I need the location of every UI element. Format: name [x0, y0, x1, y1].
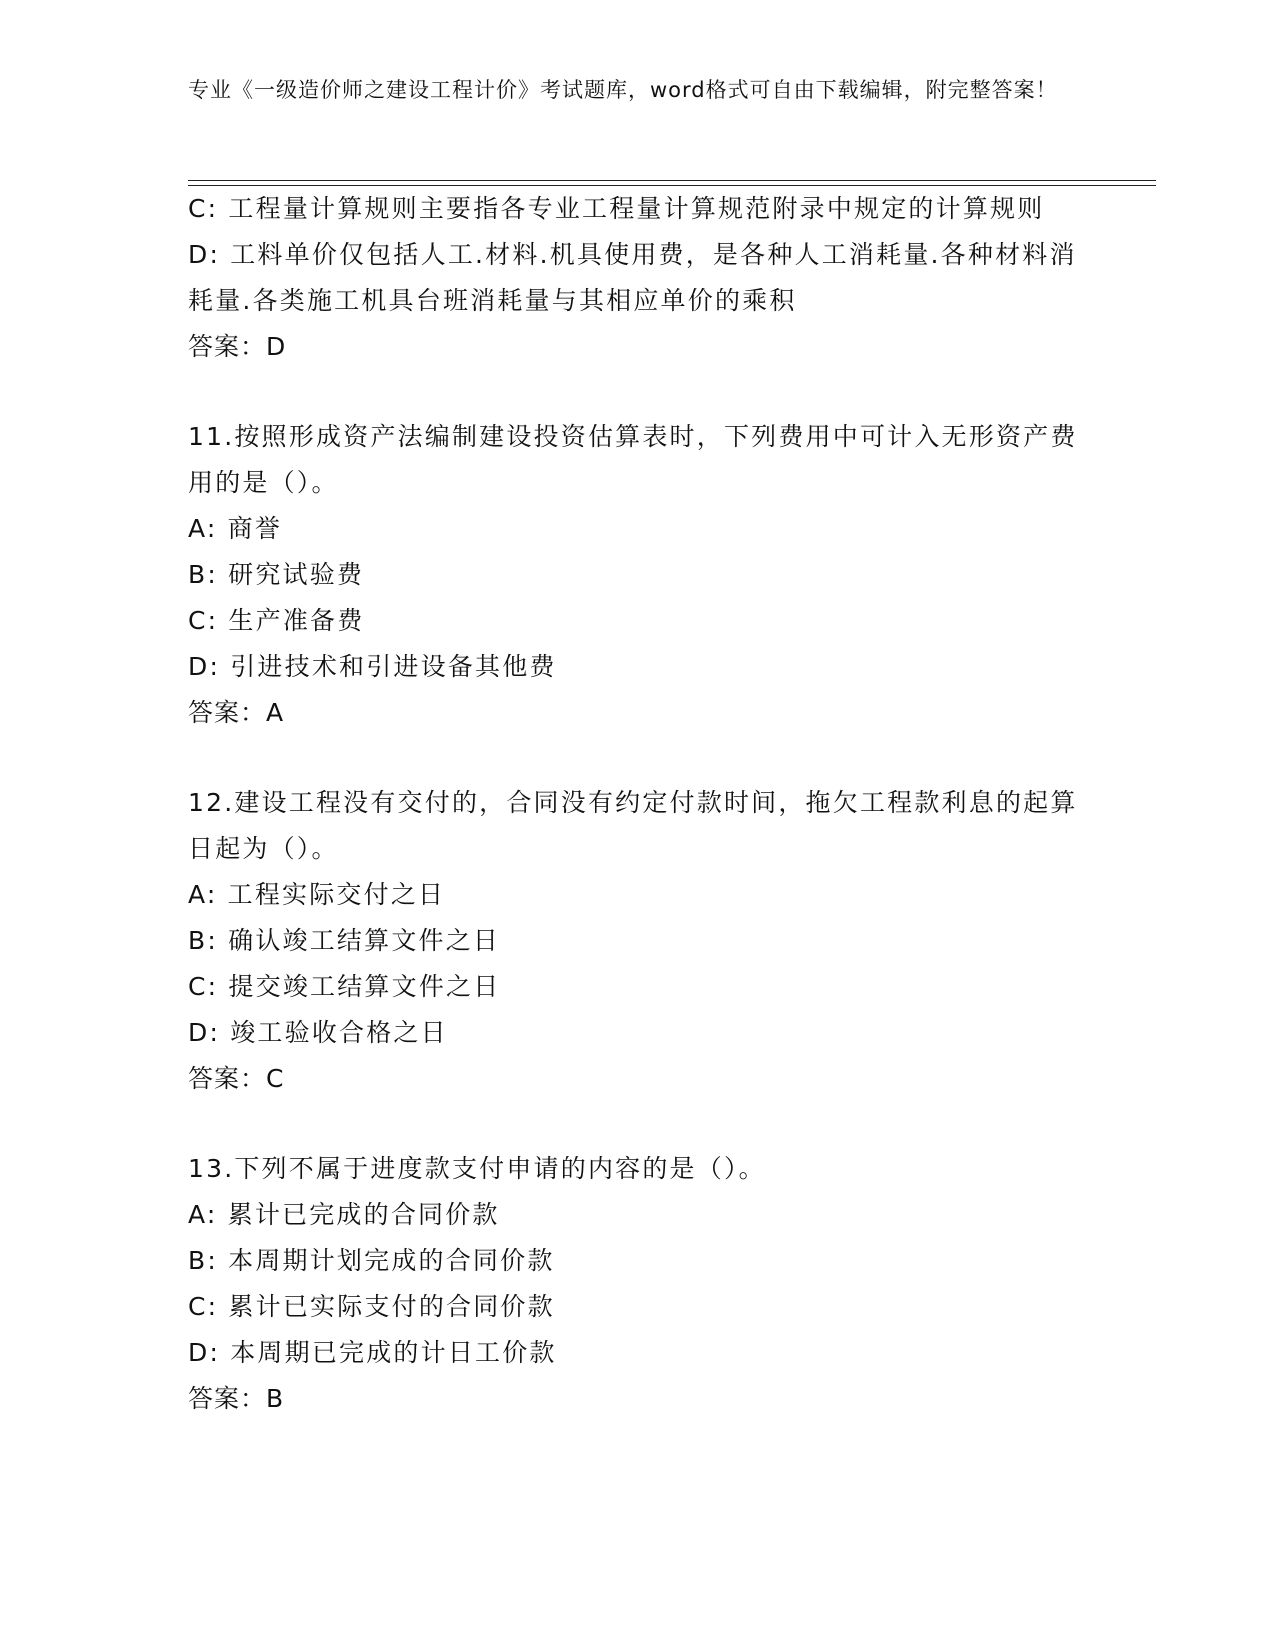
answer: 答案：C	[188, 1064, 285, 1093]
answer: 答案：A	[188, 698, 285, 727]
question-title: 12.建设工程没有交付的，合同没有约定付款时间，拖欠工程款利息的起算日起为（）。	[188, 788, 1078, 863]
option-d: D: 本周期已完成的计日工价款	[188, 1338, 557, 1367]
option-b: B: 研究试验费	[188, 560, 365, 589]
spacer	[188, 370, 1088, 414]
question-12	[188, 780, 1088, 1102]
question-11	[188, 414, 1088, 736]
question-content	[188, 186, 1088, 1422]
option-c: C: 累计已实际支付的合同价款	[188, 1292, 555, 1321]
question-title: 11.按照形成资产法编制建设投资估算表时，下列费用中可计入无形资产费用的是（）。	[188, 422, 1078, 497]
spacer	[188, 736, 1088, 780]
option-a: A: 工程实际交付之日	[188, 880, 446, 909]
option-c: C: 提交竣工结算文件之日	[188, 972, 501, 1001]
option-b: B: 本周期计划完成的合同价款	[188, 1246, 555, 1275]
answer: 答案：B	[188, 1384, 285, 1413]
option-c: C: 生产准备费	[188, 606, 365, 635]
option-d: D: 引进技术和引进设备其他费	[188, 652, 557, 681]
option-b: B: 确认竣工结算文件之日	[188, 926, 501, 955]
question-13	[188, 1146, 1088, 1422]
option-a: A: 商誉	[188, 514, 283, 543]
option-a: A: 累计已完成的合同价款	[188, 1200, 500, 1229]
document-header: 专业《一级造价师之建设工程计价》考试题库，word格式可自由下载编辑，附完整答案！	[188, 78, 1058, 102]
option-d: D: 工料单价仅包括人工.材料.机具使用费，是各种人工消耗量.各种材料消耗量.各类施工机具台班消耗量与其相应单价的乘积	[188, 240, 1077, 315]
answer: 答案：D	[188, 332, 287, 361]
option-c: C: 工程量计算规则主要指各专业工程量计算规范附录中规定的计算规则	[188, 194, 1045, 223]
spacer	[188, 1102, 1088, 1146]
prev-question-block	[188, 186, 1088, 370]
option-d: D: 竣工验收合格之日	[188, 1018, 448, 1047]
question-title: 13.下列不属于进度款支付申请的内容的是（）。	[188, 1154, 766, 1183]
